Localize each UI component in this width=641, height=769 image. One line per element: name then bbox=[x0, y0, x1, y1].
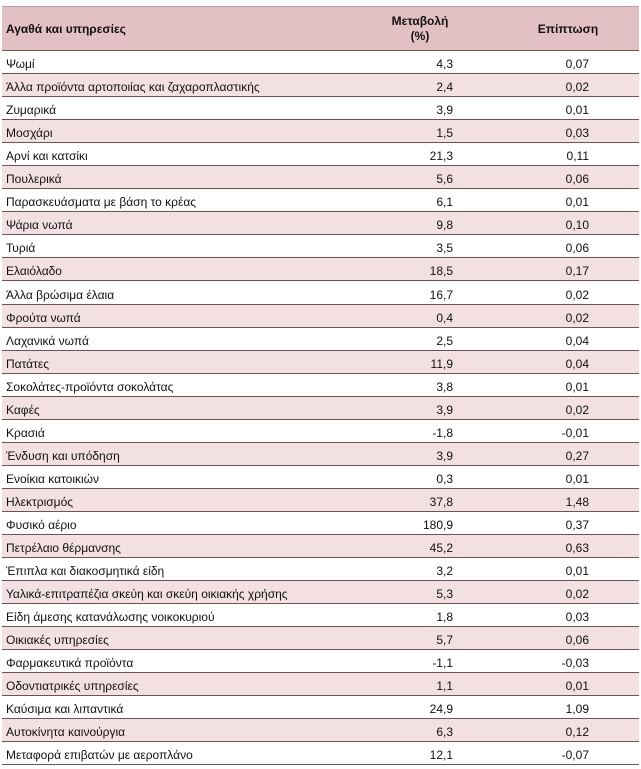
item-name-cell: Ψάρια νωπά bbox=[2, 212, 343, 235]
table-row bbox=[2, 235, 639, 258]
impact-cell: 0,11 bbox=[497, 143, 639, 166]
impact-cell: 0,06 bbox=[497, 235, 639, 258]
impact-cell: 0,01 bbox=[497, 373, 639, 396]
impact-cell: 0,06 bbox=[497, 166, 639, 189]
item-name-cell: Πατάτες bbox=[2, 350, 343, 373]
change-cell: 5,3 bbox=[343, 581, 497, 604]
item-name-cell: Πετρέλαιο θέρμανσης bbox=[2, 534, 343, 557]
change-cell: 0,4 bbox=[343, 304, 497, 327]
table-row bbox=[2, 673, 639, 696]
item-name-cell: Ένδυση και υπόδηση bbox=[2, 442, 343, 465]
table-row bbox=[2, 396, 639, 419]
table-row bbox=[2, 696, 639, 719]
impact-cell: 0,63 bbox=[497, 534, 639, 557]
table-row bbox=[2, 120, 639, 143]
item-name-cell: Ψωμί bbox=[2, 51, 343, 74]
impact-cell: 1,09 bbox=[497, 696, 639, 719]
impact-cell: 0,02 bbox=[497, 281, 639, 304]
change-cell: 6,1 bbox=[343, 189, 497, 212]
table-row bbox=[2, 281, 639, 304]
impact-cell: 0,01 bbox=[497, 673, 639, 696]
table-row bbox=[2, 650, 639, 673]
item-name-cell: Φρούτα νωπά bbox=[2, 304, 343, 327]
table-row bbox=[2, 166, 639, 189]
impact-cell: 0,01 bbox=[497, 465, 639, 488]
change-cell: 24,9 bbox=[343, 696, 497, 719]
item-name-cell: Παρασκευάσματα με βάση το κρέας bbox=[2, 189, 343, 212]
table-row bbox=[2, 51, 639, 74]
item-name-cell: Άλλα βρώσιμα έλαια bbox=[2, 281, 343, 304]
impact-cell: -0,07 bbox=[497, 742, 639, 765]
table-row bbox=[2, 258, 639, 281]
item-name-cell: Πουλερικά bbox=[2, 166, 343, 189]
change-cell: 3,5 bbox=[343, 235, 497, 258]
item-name-cell: Μεταφορά επιβατών με αεροπλάνο bbox=[2, 742, 343, 765]
item-name-cell: Υαλικά-επιτραπέζια σκεύη και σκεύη οικιακής χρήσης bbox=[2, 581, 343, 604]
item-name-cell: Φυσικό αέριο bbox=[2, 511, 343, 534]
item-name-cell: Οικιακές υπηρεσίες bbox=[2, 627, 343, 650]
item-name-cell: Οδοντιατρικές υπηρεσίες bbox=[2, 673, 343, 696]
change-cell: -1,8 bbox=[343, 419, 497, 442]
table-row bbox=[2, 627, 639, 650]
change-cell: 3,9 bbox=[343, 97, 497, 120]
table-row bbox=[2, 74, 639, 97]
impact-cell: 0,01 bbox=[497, 189, 639, 212]
table-row bbox=[2, 442, 639, 465]
impact-cell: 0,01 bbox=[497, 558, 639, 581]
item-name-cell: Ελαιόλαδο bbox=[2, 258, 343, 281]
impact-cell: 0,04 bbox=[497, 350, 639, 373]
change-cell: 6,3 bbox=[343, 719, 497, 742]
impact-cell: 0,27 bbox=[497, 442, 639, 465]
change-cell: 2,4 bbox=[343, 74, 497, 97]
item-name-cell: Ενοίκια κατοικιών bbox=[2, 465, 343, 488]
item-name-cell: Λαχανικά νωπά bbox=[2, 327, 343, 350]
change-cell: 37,8 bbox=[343, 488, 497, 511]
item-name-cell: Άλλα προϊόντα αρτοποιίας και ζαχαροπλαστικής bbox=[2, 74, 343, 97]
header-row bbox=[2, 7, 639, 51]
change-cell: 4,3 bbox=[343, 51, 497, 74]
impact-cell: -0,03 bbox=[497, 650, 639, 673]
change-cell: 2,5 bbox=[343, 327, 497, 350]
table-row bbox=[2, 189, 639, 212]
table-row bbox=[2, 350, 639, 373]
impact-cell: 0,10 bbox=[497, 212, 639, 235]
impact-cell: 0,02 bbox=[497, 74, 639, 97]
impact-cell: 0,04 bbox=[497, 327, 639, 350]
table-row bbox=[2, 373, 639, 396]
impact-cell: 0,03 bbox=[497, 604, 639, 627]
table-row bbox=[2, 719, 639, 742]
item-name-cell: Σοκολάτες-προϊόντα σοκολάτας bbox=[2, 373, 343, 396]
table-row bbox=[2, 742, 639, 765]
item-name-cell: Κρασιά bbox=[2, 419, 343, 442]
change-cell: 5,7 bbox=[343, 627, 497, 650]
impact-cell: 0,07 bbox=[497, 51, 639, 74]
change-cell: 180,9 bbox=[343, 511, 497, 534]
table-row bbox=[2, 143, 639, 166]
change-cell: 11,9 bbox=[343, 350, 497, 373]
header-change-unit: (%) bbox=[410, 28, 430, 43]
change-cell: 1,5 bbox=[343, 120, 497, 143]
table-row bbox=[2, 604, 639, 627]
impact-cell: -0,01 bbox=[497, 419, 639, 442]
change-cell: 16,7 bbox=[343, 281, 497, 304]
table-row bbox=[2, 327, 639, 350]
impact-cell: 0,02 bbox=[497, 396, 639, 419]
impact-cell: 1,48 bbox=[497, 488, 639, 511]
table-row bbox=[2, 488, 639, 511]
table-row bbox=[2, 581, 639, 604]
impact-cell: 0,03 bbox=[497, 120, 639, 143]
item-name-cell: Φαρμακευτικά προϊόντα bbox=[2, 650, 343, 673]
change-cell: -1,1 bbox=[343, 650, 497, 673]
item-name-cell: Μοσχάρι bbox=[2, 120, 343, 143]
table-row bbox=[2, 558, 639, 581]
change-cell: 21,3 bbox=[343, 143, 497, 166]
impact-cell: 0,01 bbox=[497, 97, 639, 120]
header-goods-services: Αγαθά και υπηρεσίες bbox=[2, 7, 343, 51]
table-row bbox=[2, 97, 639, 120]
change-cell: 3,2 bbox=[343, 558, 497, 581]
item-name-cell: Καφές bbox=[2, 396, 343, 419]
impact-cell: 0,12 bbox=[497, 719, 639, 742]
item-name-cell: Ζυμαρικά bbox=[2, 97, 343, 120]
change-cell: 9,8 bbox=[343, 212, 497, 235]
item-name-cell: Καύσιμα και λιπαντικά bbox=[2, 696, 343, 719]
change-cell: 1,1 bbox=[343, 673, 497, 696]
change-cell: 5,6 bbox=[343, 166, 497, 189]
change-cell: 3,9 bbox=[343, 442, 497, 465]
table-row bbox=[2, 212, 639, 235]
table-row bbox=[2, 534, 639, 557]
table-row bbox=[2, 511, 639, 534]
table-body bbox=[2, 51, 639, 765]
item-name-cell: Αυτοκίνητα καινούργια bbox=[2, 719, 343, 742]
item-name-cell: Έπιπλα και διακοσμητικά είδη bbox=[2, 558, 343, 581]
change-cell: 12,1 bbox=[343, 742, 497, 765]
item-name-cell: Ηλεκτρισμός bbox=[2, 488, 343, 511]
header-impact: Επίπτωση bbox=[497, 7, 639, 51]
change-cell: 0,3 bbox=[343, 465, 497, 488]
item-name-cell: Τυριά bbox=[2, 235, 343, 258]
table-row bbox=[2, 304, 639, 327]
header-change-percent bbox=[343, 7, 497, 51]
change-cell: 3,8 bbox=[343, 373, 497, 396]
item-name-cell: Είδη άμεσης κατανάλωσης νοικοκυριού bbox=[2, 604, 343, 627]
impact-cell: 0,02 bbox=[497, 581, 639, 604]
change-cell: 3,9 bbox=[343, 396, 497, 419]
impact-cell: 0,06 bbox=[497, 627, 639, 650]
header-change-label: Μεταβολή bbox=[391, 13, 449, 28]
change-cell: 1,8 bbox=[343, 604, 497, 627]
change-cell: 18,5 bbox=[343, 258, 497, 281]
price-change-table bbox=[2, 6, 639, 765]
table-header bbox=[2, 7, 639, 51]
change-cell: 45,2 bbox=[343, 534, 497, 557]
table-row bbox=[2, 465, 639, 488]
item-name-cell: Αρνί και κατσίκι bbox=[2, 143, 343, 166]
impact-cell: 0,37 bbox=[497, 511, 639, 534]
impact-cell: 0,02 bbox=[497, 304, 639, 327]
table-row bbox=[2, 419, 639, 442]
impact-cell: 0,17 bbox=[497, 258, 639, 281]
